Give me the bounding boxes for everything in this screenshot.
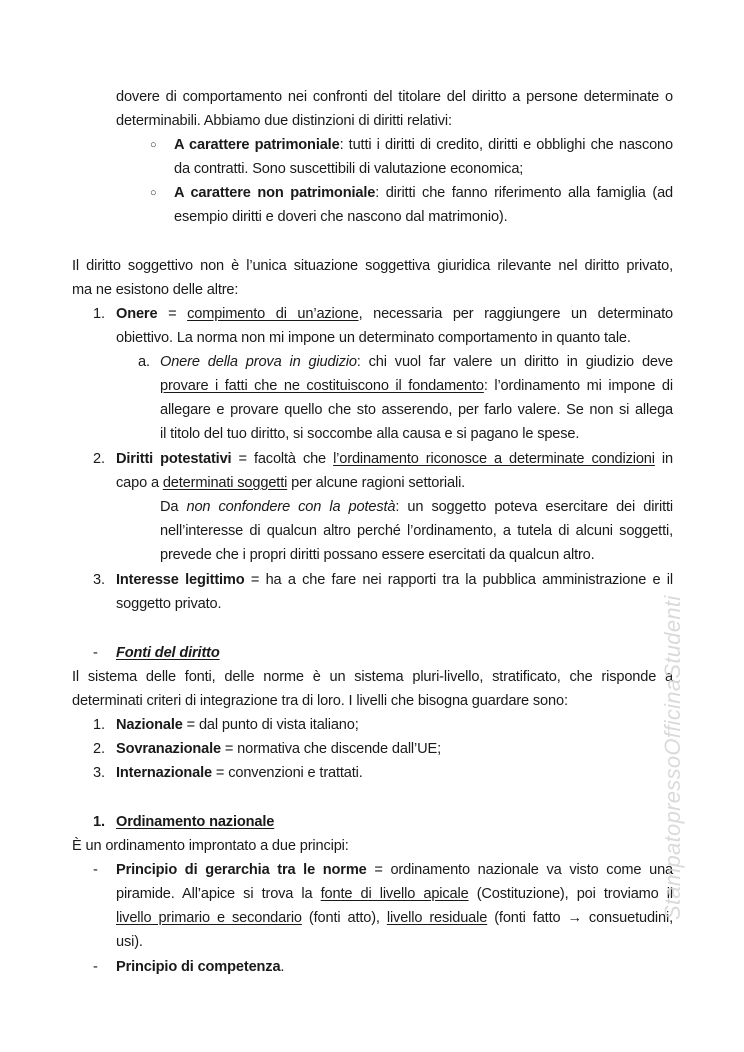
text: per alcune ragioni settoriali. <box>287 475 466 491</box>
text: . <box>280 959 285 975</box>
list-item-line: esempio diritti e doveri che nascono dal matrimonio). <box>174 209 508 225</box>
list-item <box>174 133 673 157</box>
paragraph-line: Il sistema delle fonti, delle norme è un sistema pluri-livello, stratificato, che risponde a <box>72 669 673 685</box>
text: = dal punto di vista italiano; <box>182 717 359 733</box>
note-line: prevede che i propri diritti possano essere esercitati da qualcun altro. <box>160 547 595 563</box>
list-number: 3. <box>93 765 105 781</box>
bold-term: Interesse legittimo <box>116 572 245 588</box>
text: piramide. All’apice si trova la <box>116 886 321 902</box>
underlined-text: determinati soggetti <box>162 475 288 491</box>
list-item-line: da contratti. Sono suscettibili di valutazione economica; <box>174 161 524 177</box>
note-line: nell’interesse di qualcun altro perché l’ordinamento, a tutela di alcuni soggetti, <box>160 523 673 539</box>
text: (fonti atto), <box>301 910 387 926</box>
dash-bullet: - <box>93 959 98 975</box>
list-item-onere <box>116 302 673 326</box>
paragraph-line: determinabili. Abbiamo due distinzioni di diritti relativi: <box>116 113 452 129</box>
italic-term: non confondere con la potestà <box>186 499 396 515</box>
list-item-diritti-potestativi <box>116 447 673 471</box>
watermark-text: StampatopressoOfficinaStudenti <box>660 595 685 920</box>
bold-term: Onere <box>116 306 158 322</box>
circle-bullet-icon: ○ <box>150 187 157 199</box>
list-item-line: obiettivo. La norma non mi impone un determinato comportamento in quanto tale. <box>116 330 631 346</box>
list-item-line <box>116 882 673 906</box>
list-number: 1. <box>93 814 105 830</box>
heading-text: Ordinamento nazionale <box>116 814 275 830</box>
note-line <box>160 495 673 519</box>
text: , necessaria per raggiungere un determinato <box>358 306 673 322</box>
underlined-text: provare i fatti che ne costituiscono il fondamento <box>160 378 484 394</box>
list-item-line <box>116 906 673 930</box>
section-heading-ordinamento <box>116 810 274 834</box>
circle-bullet-icon: ○ <box>150 139 157 151</box>
list-item-line <box>116 471 465 495</box>
paragraph-line: Il diritto soggettivo non è l’unica situazione soggettiva giuridica rilevante nel diritto privato, <box>72 258 673 274</box>
text: = normativa che discende dall’UE; <box>220 741 441 757</box>
text: : un soggetto poteva esercitare dei diritti <box>395 499 673 515</box>
text: (fonti fatto → consuetudini, <box>487 910 673 926</box>
underlined-text: l’ordinamento riconosce a determinate condizioni <box>333 451 655 467</box>
underlined-text: livello primario e secondario <box>116 910 302 926</box>
list-item-text: : tutti i diritti di credito, diritti e obblighi che nascono <box>339 137 673 153</box>
text: capo a <box>116 475 163 491</box>
paragraph-line: dovere di comportamento nei confronti del titolare del diritto a persone determinate o <box>116 89 673 105</box>
list-number: 3. <box>93 572 105 588</box>
paragraph-line: È un ordinamento improntato a due principi: <box>72 838 349 854</box>
bold-term: Sovranazionale <box>116 741 221 757</box>
bold-term: Nazionale <box>116 717 183 733</box>
bold-term: Principio di competenza <box>116 959 281 975</box>
sub-list-line <box>160 374 673 398</box>
list-number: 2. <box>93 451 105 467</box>
paragraph-line: ma ne esistono delle altre: <box>72 282 239 298</box>
bold-term: A carattere non patrimoniale <box>174 185 376 201</box>
sub-list-line: il titolo del tuo diritto, si soccombe alla causa e si pagano le spese. <box>160 426 580 442</box>
list-item-text: : diritti che fanno riferimento alla famiglia (ad <box>375 185 673 201</box>
heading-text: Fonti del diritto <box>116 645 220 661</box>
text: = ordinamento nazionale va visto come una <box>366 862 673 878</box>
dash-bullet: - <box>93 862 98 878</box>
list-item <box>174 181 673 205</box>
text: = facoltà che <box>231 451 334 467</box>
sub-list-item <box>160 350 673 374</box>
text: in <box>654 451 673 467</box>
text: = <box>157 306 188 322</box>
text: = ha a che fare nei rapporti tra la pubblica amministrazione e il <box>244 572 673 588</box>
bold-term: Principio di gerarchia tra le norme <box>116 862 367 878</box>
list-item-gerarchia <box>116 858 673 882</box>
bold-term: Diritti potestativi <box>116 451 232 467</box>
paragraph-line: determinati criteri di integrazione tra di loro. I livelli che bisogna guardare sono: <box>72 693 568 709</box>
section-heading-fonti <box>116 641 220 665</box>
text: : l’ordinamento mi impone di <box>483 378 673 394</box>
list-item-sovranazionale <box>116 737 441 761</box>
italic-term: Onere della prova in giudizio <box>160 354 357 370</box>
underlined-text: compimento di un’azione <box>187 306 359 322</box>
list-number: 1. <box>93 717 105 733</box>
underlined-text: fonte di livello apicale <box>320 886 469 902</box>
list-item-interesse-legittimo <box>116 568 673 592</box>
list-item-nazionale <box>116 713 359 737</box>
dash-bullet: - <box>93 645 98 661</box>
list-item-line: usi). <box>116 934 143 950</box>
list-item-line: soggetto privato. <box>116 596 222 612</box>
text: : chi vuol far valere un diritto in giudizio deve <box>356 354 673 370</box>
text: = convenzioni e trattati. <box>212 765 363 781</box>
list-number: 1. <box>93 306 105 322</box>
bold-term: A carattere patrimoniale <box>174 137 340 153</box>
list-item-internazionale <box>116 761 363 785</box>
text: Da <box>160 499 187 515</box>
list-item-competenza <box>116 955 284 979</box>
list-letter: a. <box>138 354 150 370</box>
sub-list-line: allegare e provare quello che sto asserendo, per farlo valere. Se non si allega <box>160 402 673 418</box>
bold-term: Internazionale <box>116 765 213 781</box>
underlined-text: livello residuale <box>386 910 488 926</box>
list-number: 2. <box>93 741 105 757</box>
text: (Costituzione), poi troviamo il <box>468 886 673 902</box>
